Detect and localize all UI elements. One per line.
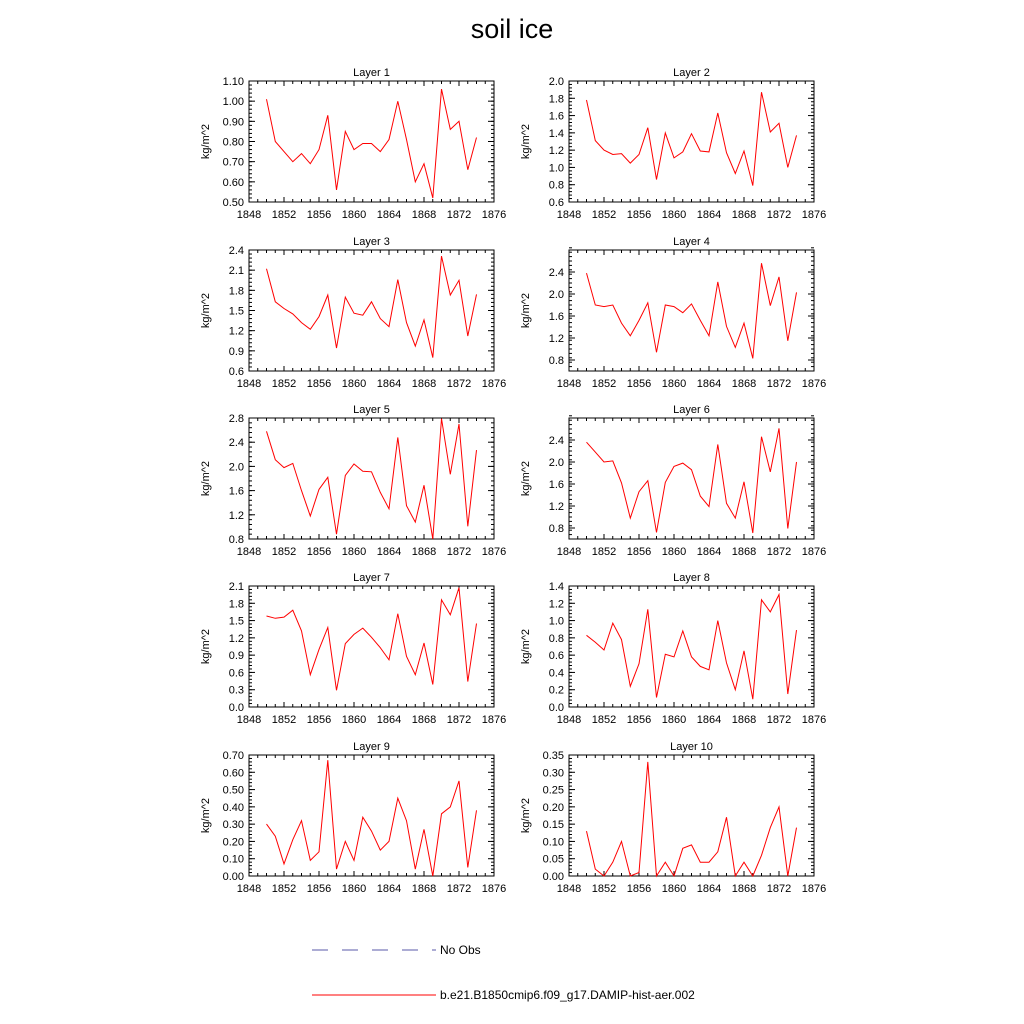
- x-tick-label: 1860: [661, 209, 687, 221]
- y-tick-label: 0.9: [228, 650, 244, 663]
- panel-title: Layer 5: [353, 404, 390, 416]
- x-tick-label: 1860: [341, 378, 367, 390]
- y-tick-label: 2.1: [228, 581, 244, 593]
- y-tick-label: 0.30: [222, 819, 244, 832]
- x-tick-label: 1876: [801, 546, 827, 558]
- x-tick-label: 1872: [446, 378, 472, 390]
- y-tick-label: 1.2: [548, 333, 564, 345]
- y-axis-label: kg/m^2: [200, 123, 212, 160]
- y-tick-label: 1.6: [228, 485, 244, 498]
- x-tick-label: 1864: [696, 209, 722, 221]
- y-tick-label: 0.90: [222, 116, 244, 129]
- x-tick-label: 1864: [696, 546, 722, 558]
- x-tick-label: 1868: [731, 378, 757, 390]
- y-tick-label: 2.4: [228, 437, 244, 450]
- x-tick-label: 1876: [801, 209, 827, 221]
- x-tick-label: 1856: [306, 209, 332, 221]
- x-tick-label: 1868: [411, 209, 437, 221]
- y-tick-label: 0.8: [228, 534, 244, 546]
- x-tick-label: 1872: [446, 714, 472, 726]
- x-tick-label: 1864: [376, 883, 402, 895]
- y-tick-label: 1.4: [548, 581, 564, 593]
- x-tick-label: 1860: [341, 546, 367, 558]
- y-tick-label: 1.8: [228, 285, 244, 298]
- x-tick-label: 1860: [341, 883, 367, 895]
- y-tick-label: 0.6: [548, 197, 564, 209]
- x-tick-label: 1852: [591, 378, 617, 390]
- x-tick-label: 1864: [696, 883, 722, 895]
- x-tick-label: 1852: [271, 378, 297, 390]
- x-tick-label: 1856: [626, 546, 652, 558]
- x-tick-label: 1864: [376, 378, 402, 390]
- x-tick-label: 1852: [591, 714, 617, 726]
- y-tick-label: 0.9: [228, 345, 244, 358]
- x-tick-label: 1848: [236, 378, 262, 390]
- x-tick-label: 1860: [661, 714, 687, 726]
- x-tick-label: 1872: [766, 546, 792, 558]
- y-tick-label: 1.6: [548, 311, 564, 323]
- y-tick-label: 2.8: [228, 413, 244, 425]
- y-tick-label: 2.0: [228, 461, 244, 474]
- x-tick-label: 1876: [481, 883, 507, 895]
- y-axis-label: kg/m^2: [200, 797, 212, 834]
- figure-title: soil ice: [470, 14, 554, 44]
- x-tick-label: 1876: [801, 378, 827, 390]
- y-tick-label: 2.0: [548, 76, 564, 88]
- x-tick-label: 1872: [446, 209, 472, 221]
- y-tick-label: 1.8: [228, 598, 244, 611]
- x-tick-label: 1848: [556, 378, 582, 390]
- x-tick-label: 1848: [556, 714, 582, 726]
- y-tick-label: 0.70: [222, 156, 244, 169]
- y-tick-label: 1.2: [548, 501, 564, 513]
- x-tick-label: 1864: [696, 378, 722, 390]
- panel-title: Layer 10: [670, 741, 713, 753]
- x-tick-label: 1852: [271, 209, 297, 221]
- x-tick-label: 1848: [236, 714, 262, 726]
- y-tick-label: 0.60: [222, 176, 244, 189]
- y-tick-label: 0.40: [222, 801, 244, 814]
- y-tick-label: 0.25: [542, 784, 564, 797]
- x-tick-label: 1864: [376, 209, 402, 221]
- y-tick-label: 0.8: [548, 355, 564, 367]
- y-axis-label: kg/m^2: [200, 460, 212, 497]
- y-tick-label: 1.5: [228, 615, 244, 628]
- x-tick-label: 1872: [766, 209, 792, 221]
- y-axis-label: kg/m^2: [520, 460, 532, 497]
- x-tick-label: 1868: [411, 378, 437, 390]
- x-tick-label: 1868: [411, 883, 437, 895]
- x-tick-label: 1848: [556, 546, 582, 558]
- y-tick-label: 0.4: [548, 667, 564, 680]
- x-tick-label: 1876: [481, 378, 507, 390]
- legend-model-label: b.e21.B1850cmip6.f09_g17.DAMIP-hist-aer.002: [440, 988, 695, 1002]
- y-tick-label: 1.0: [548, 615, 564, 628]
- y-tick-label: 1.2: [548, 145, 564, 158]
- x-tick-label: 1848: [236, 546, 262, 558]
- y-tick-label: 1.2: [228, 632, 244, 645]
- x-tick-label: 1868: [411, 546, 437, 558]
- x-tick-label: 1852: [591, 546, 617, 558]
- y-axis-label: kg/m^2: [520, 797, 532, 834]
- x-tick-label: 1860: [661, 883, 687, 895]
- x-tick-label: 1876: [481, 546, 507, 558]
- x-tick-label: 1860: [341, 209, 367, 221]
- x-tick-label: 1864: [696, 714, 722, 726]
- x-tick-label: 1872: [766, 378, 792, 390]
- x-tick-label: 1876: [801, 883, 827, 895]
- y-tick-label: 0.6: [228, 667, 244, 680]
- y-tick-label: 1.10: [222, 76, 244, 88]
- x-tick-label: 1860: [661, 546, 687, 558]
- panel-title: Layer 7: [353, 572, 390, 584]
- y-axis-label: kg/m^2: [520, 628, 532, 665]
- y-tick-label: 2.1: [228, 265, 244, 278]
- x-tick-label: 1852: [271, 714, 297, 726]
- y-tick-label: 1.4: [548, 127, 564, 140]
- x-tick-label: 1868: [731, 209, 757, 221]
- x-tick-label: 1872: [766, 883, 792, 895]
- y-tick-label: 0.50: [222, 197, 244, 209]
- x-tick-label: 1852: [591, 209, 617, 221]
- y-tick-label: 1.8: [548, 93, 564, 106]
- y-tick-label: 0.2: [548, 684, 564, 697]
- y-tick-label: 0.35: [542, 750, 564, 762]
- x-tick-label: 1876: [801, 714, 827, 726]
- x-tick-label: 1868: [731, 546, 757, 558]
- x-tick-label: 1856: [626, 714, 652, 726]
- x-tick-label: 1864: [376, 546, 402, 558]
- y-tick-label: 0.60: [222, 767, 244, 780]
- y-tick-label: 0.50: [222, 784, 244, 797]
- panel-title: Layer 4: [673, 236, 710, 248]
- y-tick-label: 1.5: [228, 305, 244, 318]
- y-tick-label: 0.20: [542, 801, 564, 814]
- y-tick-label: 2.0: [548, 457, 564, 469]
- y-tick-label: 0.8: [548, 179, 564, 192]
- y-tick-label: 0.6: [228, 366, 244, 378]
- x-tick-label: 1856: [306, 883, 332, 895]
- y-tick-label: 0.70: [222, 750, 244, 762]
- panel-title: Layer 2: [673, 67, 710, 79]
- y-axis-label: kg/m^2: [200, 292, 212, 329]
- x-tick-label: 1852: [271, 546, 297, 558]
- x-tick-label: 1868: [411, 714, 437, 726]
- x-tick-label: 1848: [556, 883, 582, 895]
- x-tick-label: 1848: [236, 883, 262, 895]
- y-tick-label: 0.10: [542, 836, 564, 849]
- y-tick-label: 0.05: [542, 853, 564, 866]
- y-tick-label: 1.2: [548, 598, 564, 611]
- x-tick-label: 1864: [376, 714, 402, 726]
- y-tick-label: 1.0: [548, 162, 564, 175]
- y-tick-label: 0.00: [222, 871, 244, 883]
- y-axis-label: kg/m^2: [520, 123, 532, 160]
- x-tick-label: 1856: [306, 714, 332, 726]
- x-tick-label: 1868: [731, 714, 757, 726]
- y-tick-label: 0.0: [228, 702, 244, 714]
- x-tick-label: 1872: [446, 883, 472, 895]
- y-tick-label: 1.6: [548, 479, 564, 491]
- y-tick-label: 0.30: [542, 767, 564, 780]
- x-tick-label: 1848: [236, 209, 262, 221]
- y-tick-label: 0.8: [548, 632, 564, 645]
- x-tick-label: 1876: [481, 209, 507, 221]
- panel-title: Layer 8: [673, 572, 710, 584]
- y-tick-label: 0.6: [548, 650, 564, 663]
- y-tick-label: 2.4: [548, 267, 564, 279]
- x-tick-label: 1852: [591, 883, 617, 895]
- x-tick-label: 1860: [661, 378, 687, 390]
- x-tick-label: 1856: [306, 546, 332, 558]
- y-tick-label: 2.4: [228, 245, 244, 257]
- panel-title: Layer 1: [353, 67, 390, 79]
- y-tick-label: 0.15: [542, 819, 564, 832]
- y-tick-label: 0.3: [228, 684, 244, 697]
- y-tick-label: 0.00: [542, 871, 564, 883]
- y-tick-label: 0.0: [548, 702, 564, 714]
- x-tick-label: 1856: [626, 883, 652, 895]
- y-tick-label: 1.00: [222, 96, 244, 109]
- y-tick-label: 0.10: [222, 853, 244, 866]
- x-tick-label: 1876: [481, 714, 507, 726]
- x-tick-label: 1868: [731, 883, 757, 895]
- y-tick-label: 1.6: [548, 110, 564, 123]
- y-tick-label: 0.8: [548, 523, 564, 535]
- panel-title: Layer 3: [353, 236, 390, 248]
- x-tick-label: 1872: [446, 546, 472, 558]
- y-tick-label: 1.2: [228, 325, 244, 338]
- x-tick-label: 1872: [766, 714, 792, 726]
- panel-title: Layer 6: [673, 404, 710, 416]
- x-tick-label: 1856: [626, 378, 652, 390]
- y-axis-label: kg/m^2: [520, 292, 532, 329]
- y-tick-label: 2.4: [548, 435, 564, 447]
- x-tick-label: 1860: [341, 714, 367, 726]
- legend-no-obs-label: No Obs: [440, 943, 481, 957]
- x-tick-label: 1852: [271, 883, 297, 895]
- x-tick-label: 1856: [306, 378, 332, 390]
- y-tick-label: 1.2: [228, 509, 244, 522]
- panel-title: Layer 9: [353, 741, 390, 753]
- y-tick-label: 0.80: [222, 136, 244, 149]
- y-tick-label: 2.0: [548, 289, 564, 301]
- x-tick-label: 1848: [556, 209, 582, 221]
- y-axis-label: kg/m^2: [200, 628, 212, 665]
- y-tick-label: 0.20: [222, 836, 244, 849]
- x-tick-label: 1856: [626, 209, 652, 221]
